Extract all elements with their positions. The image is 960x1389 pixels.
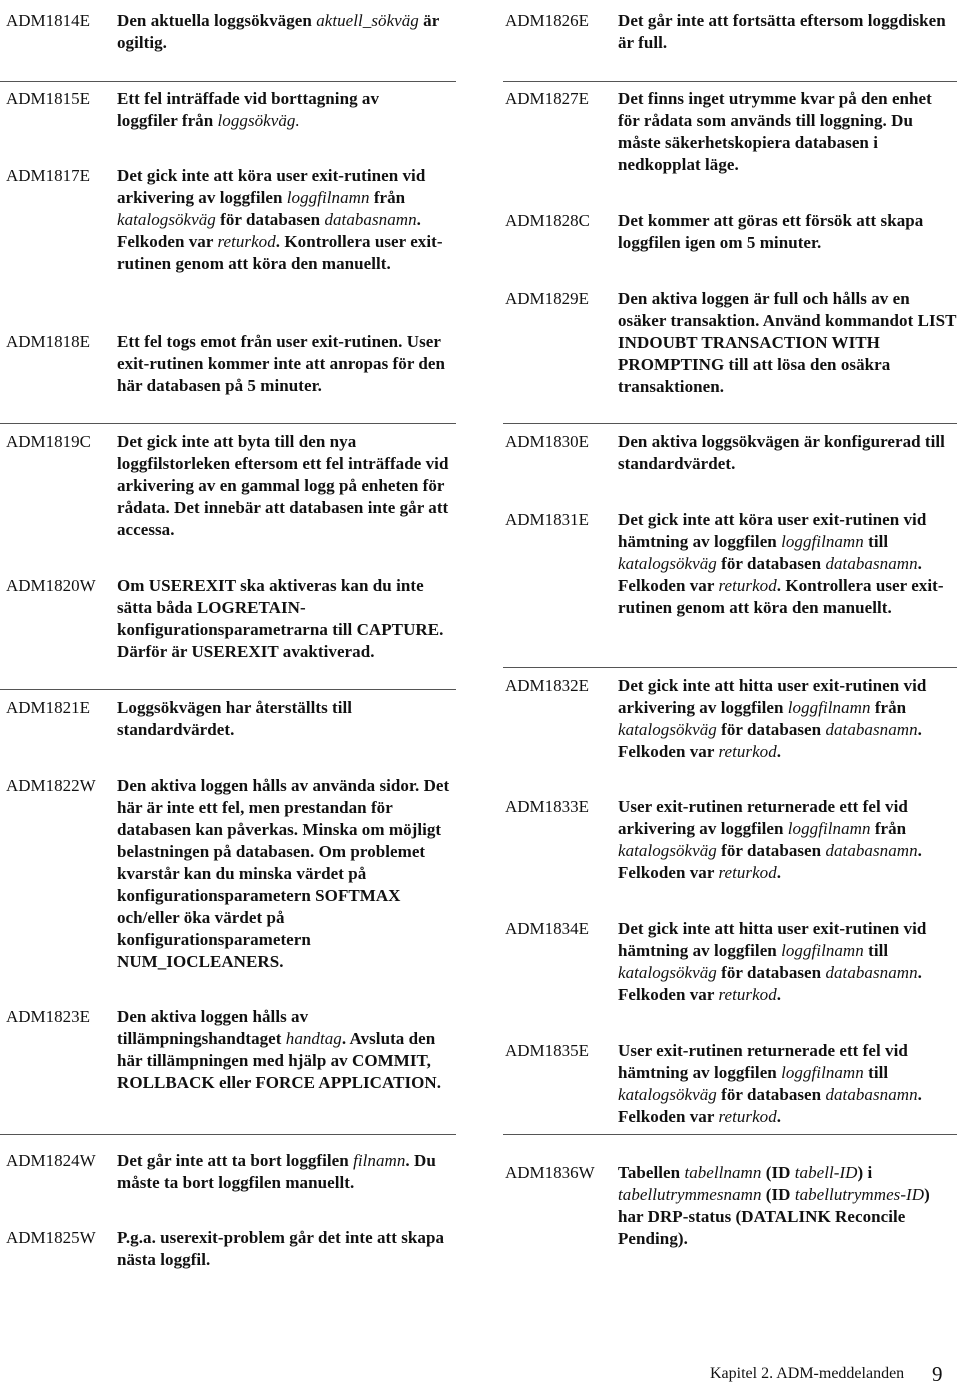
message-code: ADM1836W <box>505 1163 595 1182</box>
message-code: ADM1817E <box>6 166 91 185</box>
section-rule <box>0 1134 456 1135</box>
message-code: ADM1825W <box>6 1228 96 1247</box>
message-code: ADM1833E <box>505 797 590 816</box>
message-text: Det går inte att ta bort loggfilen filnamn. Du måste ta bort loggfilen manuellt. <box>117 1151 436 1192</box>
message-code: ADM1826E <box>505 11 590 30</box>
section-rule <box>503 81 957 82</box>
section-rule <box>0 689 456 690</box>
message-text: Den aktiva loggen hålls av tillämpningshandtaget handtag. Avsluta den här tillämpningen med hjälp av COMMIT, ROLLBACK eller FORCE APPLICATION. <box>117 1007 442 1092</box>
message-code: ADM1832E <box>505 676 590 695</box>
section-rule <box>503 667 957 668</box>
message-text: Den aktuella loggsökvägen aktuell_sökväg är ogiltig. <box>117 11 439 52</box>
message-code: ADM1822W <box>6 776 96 795</box>
section-rule <box>503 423 957 424</box>
message-text: Det kommer att göras ett försök att skapa loggfilen igen om 5 minuter. <box>618 211 924 252</box>
message-code: ADM1828C <box>505 211 591 230</box>
message-code: ADM1823E <box>6 1007 91 1026</box>
message-text: Det gick inte att hitta user exit-rutinen vid hämtning av loggfilen loggfilnamn till katalogsökväg för databasen databasnamn. Felkoden var returkod. <box>618 919 927 1004</box>
message-text: Den aktiva loggen hålls av använda sidor. Det här är inte ett fel, men prestandan för databasen kan påverkas. Minska om möjligt belastningen på databasen. Om problemet kvarstår kan du minska värdet på konfigurationsparametern SOFTMAX och/eller öka värdet på konfigurationsparametern NUM_IOCLEANERS. <box>117 776 450 971</box>
message-text: Tabellen tabellnamn (ID tabell-ID) i tabellutrymmesnamn (ID tabellutrymmes-ID) har DRP-status (DATALINK Reconcile Pending). <box>618 1163 930 1248</box>
message-code: ADM1820W <box>6 576 96 595</box>
message-text: User exit-rutinen returnerade ett fel vid hämtning av loggfilen loggfilnamn till katalogsökväg för databasen databasnamn. Felkoden var returkod. <box>618 1041 922 1126</box>
message-text: Det gick inte att köra user exit-rutinen vid hämtning av loggfilen loggfilnamn till katalogsökväg för databasen databasnamn. Felkoden var returkod. Kontrollera user exit-rutinen genom att köra den manuellt. <box>618 510 944 617</box>
message-code: ADM1829E <box>505 289 590 308</box>
message-code: ADM1827E <box>505 89 590 108</box>
message-text: Den aktiva loggen är full och hålls av en osäker transaktion. Använd kommandot LIST INDOUBT TRANSACTION WITH PROMPTING till att lösa den osäkra transaktionen. <box>618 289 957 396</box>
message-text: User exit-rutinen returnerade ett fel vid arkivering av loggfilen loggfilnamn från katalogsökväg för databasen databasnamn. Felkoden var returkod. <box>618 797 922 882</box>
message-code: ADM1821E <box>6 698 91 717</box>
section-rule <box>0 423 456 424</box>
message-text: Det gick inte att hitta user exit-rutinen vid arkivering av loggfilen loggfilnamn från katalogsökväg för databasen databasnamn. Felkoden var returkod. <box>618 676 927 761</box>
message-text: Loggsökvägen har återställts till standardvärdet. <box>117 698 353 739</box>
message-code: ADM1824W <box>6 1151 96 1170</box>
message-text: Det går inte att fortsätta eftersom loggdisken är full. <box>618 11 946 52</box>
message-code: ADM1834E <box>505 919 590 938</box>
message-code: ADM1835E <box>505 1041 590 1060</box>
message-text: Ett fel inträffade vid borttagning av loggfiler från loggsökväg. <box>117 89 380 130</box>
message-code: ADM1819C <box>6 432 92 451</box>
message-text: Det finns inget utrymme kvar på den enhet för rådata som används till loggning. Du måste säkerhetskopiera databasen i nedkopplat läge. <box>618 89 932 174</box>
message-code: ADM1831E <box>505 510 590 529</box>
message-text: P.g.a. userexit-problem går det inte att skapa nästa loggfil. <box>117 1228 445 1269</box>
message-code: ADM1830E <box>505 432 590 451</box>
message-text: Det gick inte att byta till den nya loggfilstorleken eftersom ett fel inträffade vid arkivering av en gammal logg på enheten för rådata. Det innebär att databasen inte går att accessa. <box>117 432 449 539</box>
message-text: Det gick inte att köra user exit-rutinen vid arkivering av loggfilen loggfilnamn från katalogsökväg för databasen databasnamn. Felkoden var returkod. Kontrollera user exit-rutinen genom att köra den manuellt. <box>117 166 443 273</box>
section-rule <box>503 1134 957 1135</box>
page-number: 9 <box>932 1362 943 1386</box>
chapter-footer: Kapitel 2. ADM-meddelanden <box>710 1365 905 1382</box>
section-rule <box>0 81 456 82</box>
message-code: ADM1818E <box>6 332 91 351</box>
message-text: Om USEREXIT ska aktiveras kan du inte sätta båda LOGRETAIN-konfigurationsparametrarna till CAPTURE. Därför är USEREXIT avaktiverad. <box>117 576 444 661</box>
message-code: ADM1814E <box>6 11 91 30</box>
message-text: Ett fel togs emot från user exit-rutinen. User exit-rutinen kommer inte att anropas för den här databasen på 5 minuter. <box>117 332 446 395</box>
message-text: Den aktiva loggsökvägen är konfigurerad till standardvärdet. <box>618 432 945 473</box>
message-code: ADM1815E <box>6 89 91 108</box>
